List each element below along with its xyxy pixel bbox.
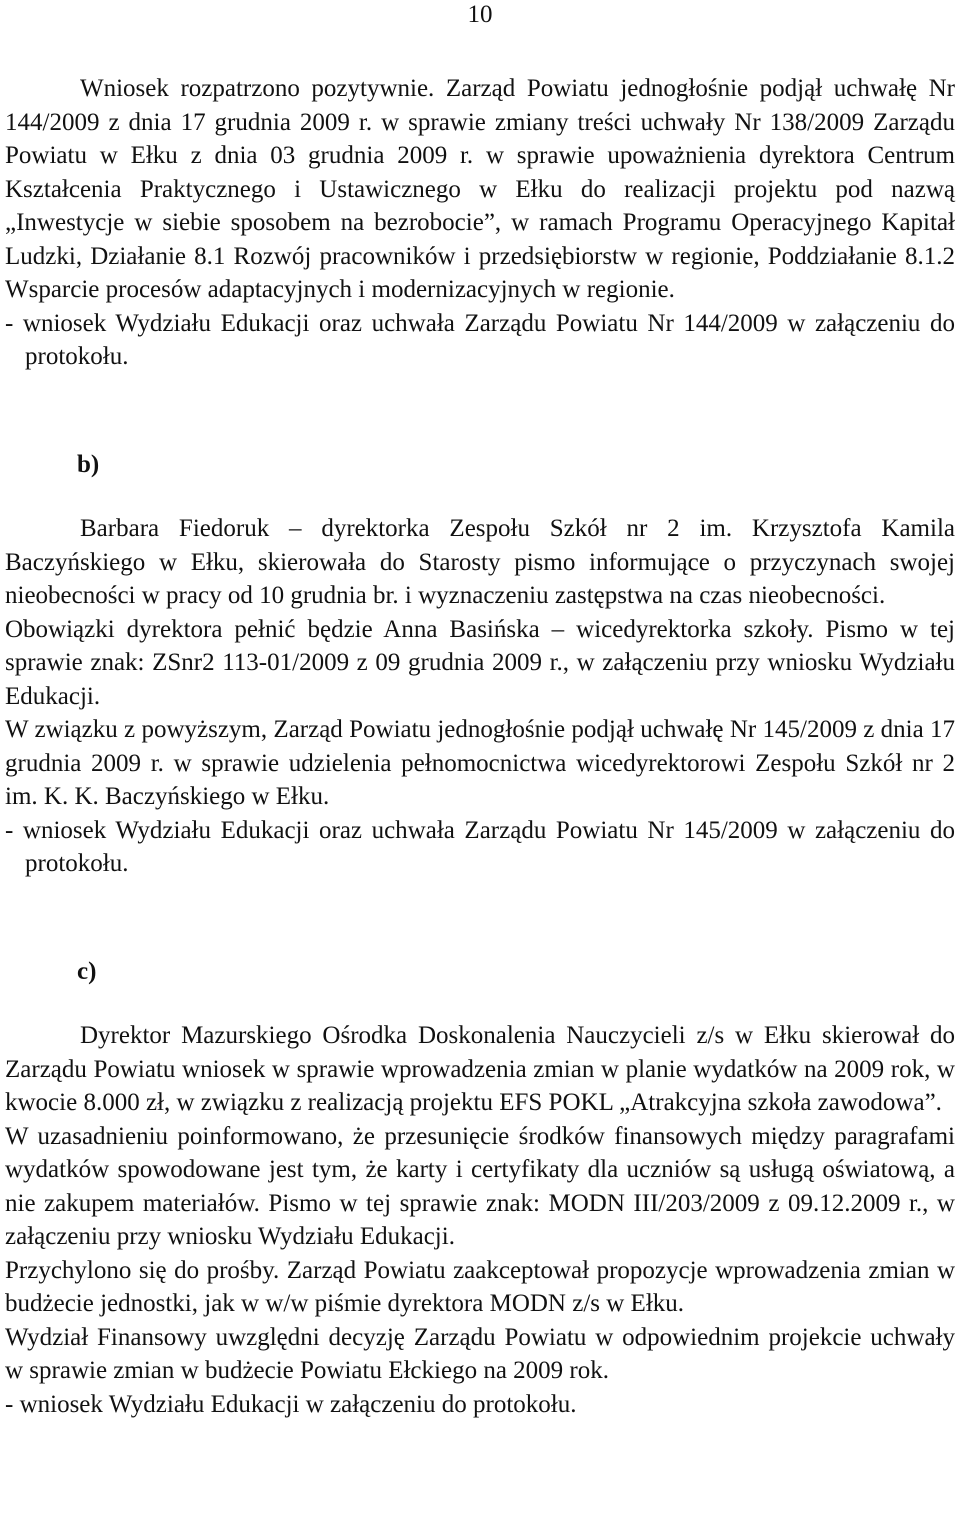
- fiedoruk-letter-paragraph: Barbara Fiedoruk – dyrektorka Zespołu Szkół nr 2 im. Krzysztofa Kamila Baczyńskiego w Ełku, skierowała do Starosty pismo informujące o przyczynach swojej nieobecności w pracy od 10 grudnia br. i wyznaczeniu zastępstwa na czas nieobecności.: [5, 515, 955, 609]
- section-c-label: c): [77, 958, 97, 985]
- attachment-note-144: - wniosek Wydziału Edukacji oraz uchwała Zarządu Powiatu Nr 144/2009 w załączeniu do protokołu.: [5, 309, 955, 370]
- duties-paragraph: Obowiązki dyrektora pełnić będzie Anna Basińska – wicedyrektorka szkoły. Pismo w tej sprawie znak: ZSnr2 113-01/2009 z 09 grudnia 2009 r., w załączeniu przy wniosku Wydziału Edukacji.: [5, 615, 955, 710]
- section-b: [5, 512, 955, 881]
- finance-department-paragraph: Wydział Finansowy uwzględni decyzję Zarządu Powiatu w odpowiednim projekcie uchwały w sprawie zmian w budżecie Powiatu Ełckiego na 2009 rok.: [5, 1323, 955, 1384]
- section-a: [5, 72, 955, 374]
- justification-paragraph: W uzasadnieniu poinformowano, że przesunięcie środków finansowych między paragrafami wydatków spowodowane jest tym, że karty i certyfikaty dla uczniów są usługą oświatową, a nie zakupem materiałów. Pismo w tej sprawie znak: MODN III/203/2009 z 09.12.2009 r., w załączeniu przy wniosku Wydziału Edukacji.: [5, 1122, 955, 1250]
- attachment-note-modn: - wniosek Wydziału Edukacji w załączeniu do protokołu.: [5, 1390, 577, 1418]
- resolution-144-paragraph: Wniosek rozpatrzono pozytywnie. Zarząd Powiatu jednogłośnie podjął uchwałę Nr 144/2009 z dnia 17 grudnia 2009 r. w sprawie zmiany treści uchwały Nr 138/2009 Zarządu Powiatu w Ełku z dnia 03 grudnia 2009 r. w sprawie upoważnienia dyrektora Centrum Kształcenia Praktycznego i Ustawicznego w Ełku do realizacji projektu pod nazwą „Inwestycje w siebie sposobem na bezrobocie”, w ramach Programu Operacyjnego Kapitał Ludzki, Działanie 8.1 Rozwój pracowników i przedsiębiorstw w regionie, Poddziałanie 8.1.2 Wsparcie procesów adaptacyjnych i modernizacyjnych w regionie.: [5, 75, 955, 303]
- page-number: 10: [467, 1, 493, 28]
- section-b-label: b): [77, 451, 100, 478]
- resolution-145-paragraph: W związku z powyższym, Zarząd Powiatu jednogłośnie podjął uchwałę Nr 145/2009 z dnia 17 grudnia 2009 r. w sprawie udzielenia pełnomocnictwa wicedyrektorowi Zespołu Szkół nr 2 im. K. K. Baczyńskiego w Ełku.: [5, 716, 955, 810]
- modn-request-paragraph: Dyrektor Mazurskiego Ośrodka Doskonalenia Nauczycieli z/s w Ełku skierował do Zarządu Powiatu wniosek w sprawie wprowadzenia zmian w planie wydatków na 2009 rok, w kwocie 8.000 zł, w związku z realizacją projektu EFS POKL „Atrakcyjna szkoła zawodowa”.: [5, 1022, 955, 1116]
- section-c: [5, 1019, 955, 1421]
- approval-paragraph: Przychylono się do prośby. Zarząd Powiatu zaakceptował propozycje wprowadzenia zmian w budżecie jednostki, jak w w/w piśmie dyrektora MODN z/s w Ełku.: [5, 1256, 955, 1317]
- attachment-note-145: - wniosek Wydziału Edukacji oraz uchwała Zarządu Powiatu Nr 145/2009 w załączeniu do protokołu.: [5, 816, 955, 877]
